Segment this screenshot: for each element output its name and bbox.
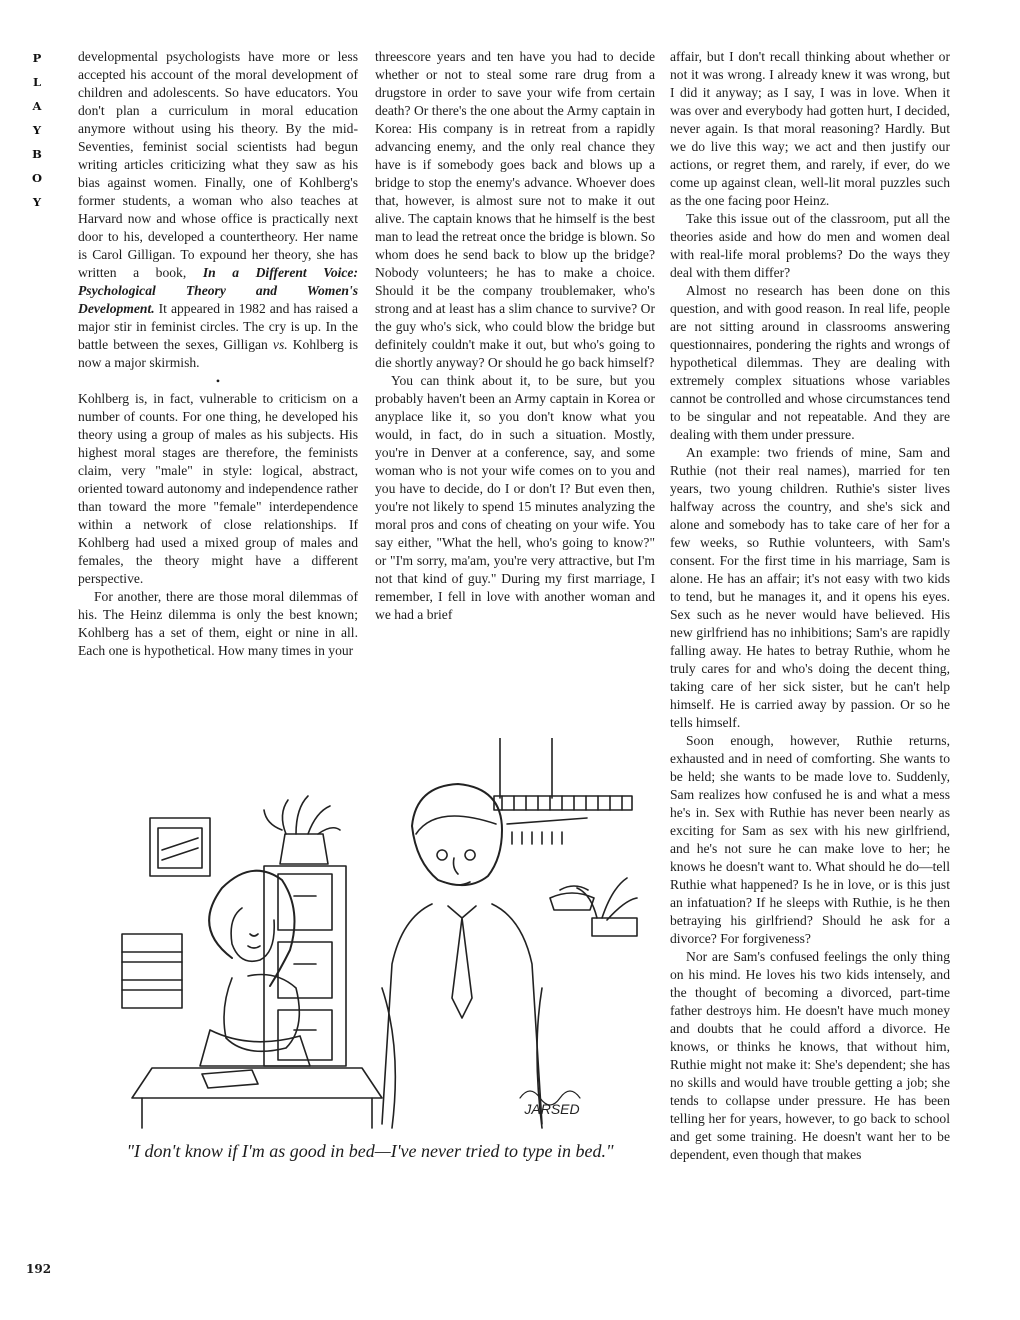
magazine-letter: A: [32, 99, 42, 113]
paper-trays: [122, 934, 182, 1008]
window-plant: [577, 878, 637, 936]
text-column-3: [670, 48, 950, 1164]
paragraph: Take this issue out of the classroom, put all the theories aside and how do men and women deal with real-life moral problems? Do the ways they deal with them differ?: [670, 211, 950, 280]
text-column-1: [78, 48, 358, 660]
magazine-letter: Y: [32, 195, 42, 209]
telephone: [550, 886, 594, 910]
paragraph: Kohlberg is, in fact, vulnerable to criticism on a number of counts. For one thing, he developed his theory using a group of males as his subjects. His highest moral stages are therefore, the feminists claim, very "male" in style: logical, abstract, oriented toward autonomy and independence rather than toward the more "female" interdependence within a network of close relationships. If Kohlberg had used a mixed group of males and females, the theory might have a different perspective.: [78, 391, 358, 586]
paragraph: threescore years and ten have you had to decide whether or not to steal some rare drug from a drugstore in order to save your wife from certain death? Or there's the one about the Army captain in Korea: His company is in retreat from a rapidly advancing enemy, and the only real chance they have is if somebody goes back and blows up a bridge to stop the enemy's advance. Whoever does that, however, is almost sure not to make it out alive. The captain knows that he himself is the best man to lead the retreat once the bridge is blown. So whom does he send back to blow up the bridge? Nobody volunteers; he has to make a choice. Should it be the company troublemaker, who's strong and at least has a slim chance to survive? Or the guy who's sick, who could blow the bridge but definitely couldn't make it out, but who's going to die shortly anyway? Or should he go back himself?: [375, 49, 655, 370]
paragraph: Nor are Sam's confused feelings the only thing on his mind. He loves his two kids intensely, and the thought of becoming a divorced, part-time father destroys him. He doesn't have much money and doubts that he could afford a divorce. He knows, or thinks he knows, that without him, Ruthie might not make it: She's dependent; she has no skills and would have trouble getting a job; she tends to collapse under pressure. He has been telling her for years, however, to go back to school and get some training. He doesn't want her to be dependent, even though that makes: [670, 949, 950, 1162]
book-title: In a Different Voice: Psychological Theory and Women's Development.: [78, 265, 358, 316]
desk-typewriter: [132, 1068, 382, 1128]
magazine-letter: Y: [32, 123, 42, 137]
paragraph: developmental psychologists have more or less accepted his account of the moral development of children and adolescents. So have educators. You don't plan a curriculum in moral education anymore without using his theory. By the mid-Seventies, feminist social scientists had begun writing articles criticizing what they saw as his bias against women. Finally, one of Kohlberg's former students, a woman who also teaches at Harvard now and whose office is practically next door to his, developed a countertheory. Her name is Carol Gilligan. To expound her theory, she has written a book, In a Different Voice: Psychological Theory and Women's Development. It appeared in 1982 and has raised a major stir in feminist circles. The cry is up. In the battle between the sexes, Gilligan vs. Kohlberg is now a major skirmish.: [78, 49, 358, 370]
cabinet-plant: [264, 796, 340, 864]
magazine-letter: O: [31, 171, 43, 185]
cartoon-caption: "I don't know if I'm as good in bed—I've never tried to type in bed.": [126, 1141, 614, 1161]
paragraph: affair, but I don't recall thinking about whether or not it was wrong. I already knew it was wrong, but I did it anyway; as I say, I was in love. When it was over and everybody had gotten hurt, I decided, never again. Is that moral reasoning? Hardly. But we do live this way; we act and then justify our actions, or regret them, and rarely, if ever, do we come up against clean, well-lit moral puzzles such as the one facing poor Heinz.: [670, 49, 950, 208]
text-column-2: [375, 48, 655, 624]
filing-cabinet: [264, 866, 346, 1066]
woman-figure: [200, 871, 310, 1066]
picture-frame: [150, 818, 210, 876]
page-number: 192: [26, 1262, 52, 1276]
paragraph: You can think about it, to be sure, but you probably haven't been an Army captain in Korea or anyplace like it, so you don't know what you would, in fact, do in such a situation. Mostly, you're in Denver at a conference, say, and some woman who is not your wife comes on to you and you have to decide, do I or don't I? But even then, you're not likely to spend 15 minutes analyzing the moral pros and cons of cheating on your wife. You say either, "What the hell, who's going to know?" or "I'm sorry, ma'am, you're very attractive, but I'm not that kind of guy." During my first marriage, I remember, I fell in love with another woman and we had a brief: [375, 373, 655, 622]
magazine-letter: P: [32, 51, 42, 65]
magazine-name-vertical: [26, 46, 48, 214]
man-figure: [382, 784, 542, 1128]
cartoon-illustration: [82, 738, 642, 1138]
paragraph: Soon enough, however, Ruthie returns, exhausted and in need of comforting. She wants to be held; she wants to be made love to. Suddenly, Sam realizes how confused he is and what a mess he's in. Sex with Ruthie has never been nearly as exciting for Sam as sex with his new girlfriend, and he's not sure he can make love to her; he knows he doesn't want to. What should he do—tell Ruthie what happened? Is he in love, or is this just an infatuation? If he sleeps with Ruthie, is he then betraying his girlfriend? Should he ask for a divorce? For forgiveness?: [670, 733, 950, 946]
paragraph: For another, there are those moral dilemmas of his. The Heinz dilemma is only the best known; Kohlberg has a set of them, eight or nine in all. Each one is hypothetical. How many times in your: [78, 589, 358, 658]
section-bullet: •: [215, 374, 221, 388]
magazine-letter: L: [32, 75, 42, 89]
magazine-letter: B: [32, 147, 42, 161]
paragraph: An example: two friends of mine, Sam and Ruthie (not their real names), married for ten years, two young children. Ruthie's sister lives halfway across the country, and she's sick and alone and somebody has to take care of her for a few weeks, so Ruthie volunteers, with Sam's consent. For the first time in his marriage, Sam is alone. He has an affair; it's not easy with two kids to tend, but he manages it, and it opens his eyes. Sex such as he never would have believed. His new girlfriend has no inhibitions; Sam's are rapidly falling away. He hates to betray Ruthie, whom he truly cares for and who's doing the decent thing, taking care of her sick sister, but he can't help himself. He is carried away by passion. Or so he tells himself.: [670, 445, 950, 730]
window-blinds: [494, 738, 632, 844]
cartoon-signature: JARSED: [524, 1101, 580, 1117]
paragraph: Almost no research has been done on this question, and with good reason. In real life, people are not sitting around in classrooms answering questionnaires, pondering the rights and wrongs of hypothetical dilemmas. They are dealing with extremely complex situations whose variables cannot be controlled and whose circumstances tend to be singular and not repeatable. And they are dealing with them under pressure.: [670, 283, 950, 442]
